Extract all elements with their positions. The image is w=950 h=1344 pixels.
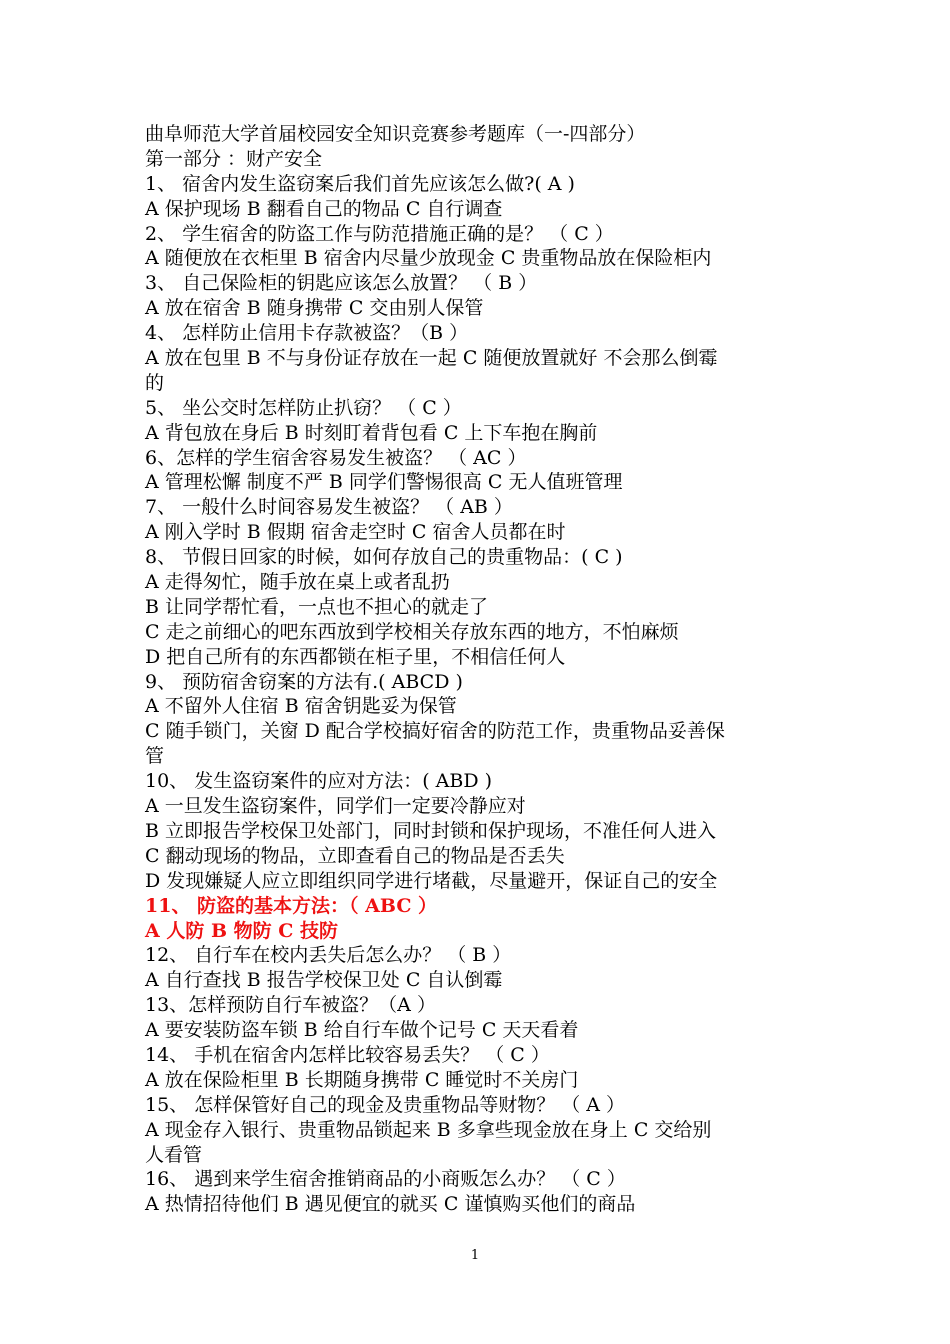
text-line: 8、 节假日回家的时候，如何存放自己的贵重物品：( C ): [145, 546, 623, 569]
text-line: 第一部分 ：财产安全: [145, 147, 323, 170]
text-line: A 一旦发生盗窃案件，同学们一定要冷静应对: [145, 795, 526, 818]
highlighted-text-line: A 人防 B 物防 C 技防: [145, 919, 338, 942]
text-line: C 随手锁门，关窗 D 配合学校搞好宿舍的防范工作，贵重物品妥善保: [145, 720, 725, 743]
text-line: 2、 学生宿舍的防盗工作与防范措施正确的是？ （ C ）: [145, 222, 614, 245]
text-line: A 放在宿舍 B 随身携带 C 交由别人保管: [145, 297, 484, 320]
text-line: 9、 预防宿舍窃案的方法有.( ABCD ): [145, 670, 463, 693]
page-number: 1: [470, 1248, 480, 1263]
text-line: 12、 自行车在校内丢失后怎么办？ （ B ）: [145, 944, 512, 967]
text-line: A 随便放在衣柜里 B 宿舍内尽量少放现金 C 贵重物品放在保险柜内: [145, 247, 712, 270]
text-line: 的: [145, 371, 165, 394]
text-line: 10、 发生盗窃案件的应对方法：( ABD ): [145, 770, 493, 793]
text-line: A 热情招待他们 B 遇见便宜的就买 C 谨慎购买他们的商品: [145, 1193, 636, 1216]
text-line: 14、 手机在宿舍内怎样比较容易丢失？ （ C ）: [145, 1043, 550, 1066]
text-line: 6、怎样的学生宿舍容易发生被盗？ （ AC ）: [145, 446, 527, 469]
text-line: A 刚入学时 B 假期 宿舍走空时 C 宿舍人员都在时: [145, 521, 566, 544]
text-line: 16、 遇到来学生宿舍推销商品的小商贩怎么办？ （ C ）: [145, 1168, 626, 1191]
text-line: A 走得匆忙，随手放在桌上或者乱扔: [145, 571, 450, 594]
text-line: 人看管: [145, 1143, 203, 1166]
text-line: C 走之前细心的吧东西放到学校相关存放东西的地方，不怕麻烦: [145, 620, 679, 643]
text-line: 5、 坐公交时怎样防止扒窃？ （ C ）: [145, 396, 462, 419]
text-line: 3、 自己保险柜的钥匙应该怎么放置？ （ B ）: [145, 272, 538, 295]
text-line: D 把自己所有的东西都锁在柜子里，不相信任何人: [145, 645, 566, 668]
text-line: B 立即报告学校保卫处部门，同时封锁和保护现场，不准任何人进入: [145, 819, 717, 842]
text-line: A 自行查找 B 报告学校保卫处 C 自认倒霉: [145, 969, 503, 992]
document-body: [145, 122, 815, 1217]
text-line: B 让同学帮忙看，一点也不担心的就走了: [145, 595, 489, 618]
text-line: 7、 一般什么时间容易发生被盗？ （ AB ）: [145, 496, 513, 519]
text-line: A 背包放在身后 B 时刻盯着背包看 C 上下车抱在胸前: [145, 421, 598, 444]
document-title: 曲阜师范大学首届校园安全知识竞赛参考题库（一-四部分）: [145, 123, 646, 145]
text-line: A 放在包里 B 不与身份证存放在一起 C 随便放置就好 不会那么倒霉: [145, 347, 718, 370]
text-line: A 放在保险柜里 B 长期随身携带 C 睡觉时不关房门: [145, 1068, 579, 1091]
text-line: 4、 怎样防止信用卡存款被盗？（B ）: [145, 322, 469, 345]
text-line: 管: [145, 745, 165, 768]
text-line: A 不留外人住宿 B 宿舍钥匙妥为保管: [145, 695, 457, 718]
text-line: A 现金存入银行、贵重物品锁起来 B 多拿些现金放在身上 C 交给别: [145, 1118, 712, 1141]
text-line: 13、怎样预防自行车被盗？（A ）: [145, 994, 436, 1017]
text-line: C 翻动现场的物品，立即查看自己的物品是否丢失: [145, 844, 565, 867]
text-line: A 要安装防盗车锁 B 给自行车做个记号 C 天天看着: [145, 1019, 579, 1042]
text-line: A 保护现场 B 翻看自己的物品 C 自行调查: [145, 197, 503, 220]
text-line: 1、 宿舍内发生盗窃案后我们首先应该怎么做?( A ): [145, 172, 575, 195]
text-line: D 发现嫌疑人应立即组织同学进行堵截，尽量避开，保证自己的安全: [145, 869, 718, 892]
text-line: 15、 怎样保管好自己的现金及贵重物品等财物？ （ A ）: [145, 1093, 626, 1116]
highlighted-text-line: 11、 防盗的基本方法：（ ABC ）: [145, 894, 438, 917]
text-line: A 管理松懈 制度不严 B 同学们警惕很高 C 无人值班管理: [145, 471, 623, 494]
